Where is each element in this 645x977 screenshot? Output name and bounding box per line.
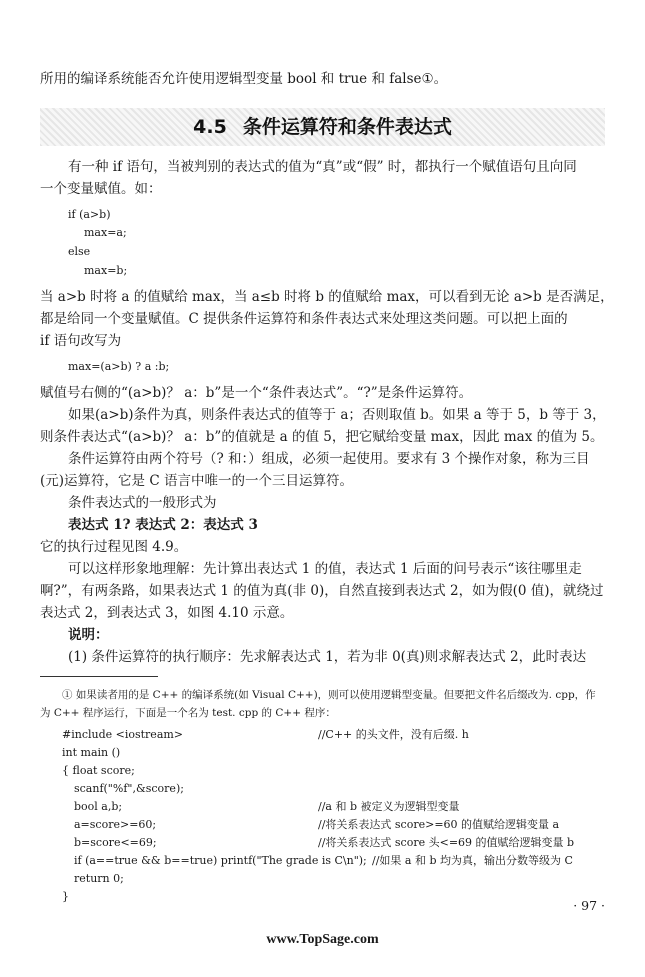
paragraph-line: 条件运算符由两个符号（? 和：）组成，必须一起使用。要求有 3 个操作对象，称为三目 bbox=[68, 451, 590, 467]
section-title: 条件运算符和条件表达式 bbox=[242, 116, 452, 138]
paragraph-line: 条件表达式的一般形式为 bbox=[68, 495, 217, 511]
footnote-code: return 0; bbox=[74, 872, 124, 885]
code-line: max=b; bbox=[84, 264, 128, 277]
footnote-rule bbox=[40, 676, 158, 677]
footnote-comment: //C++ 的头文件，没有后缀. h bbox=[318, 728, 469, 741]
note-label: 说明： bbox=[68, 627, 109, 643]
code-line: max=(a>b) ? a :b; bbox=[68, 360, 170, 373]
footnote-comment: //将关系表达式 score 头<=69 的值赋给逻辑变量 b bbox=[318, 836, 575, 849]
paragraph-line: 则条件表达式“(a>b)？ a：b”的值就是 a 的值 5，把它赋给变量 max，因此 max 的值为 5。 bbox=[40, 429, 604, 445]
code-line: else bbox=[68, 245, 91, 258]
paragraph-line: 可以这样形象地理解：先计算出表达式 1 的值，表达式 1 后面的问号表示“该往哪里走 bbox=[68, 561, 582, 577]
top-line: 所用的编译系统能否允许使用逻辑型变量 bool 和 true 和 false①。 bbox=[40, 71, 448, 87]
section-heading bbox=[40, 108, 605, 146]
paragraph-line: 一个变量赋值。如： bbox=[40, 181, 162, 197]
paragraph-line: (元)运算符，它是 C 语言中唯一的一个三目运算符。 bbox=[40, 473, 353, 489]
paragraph-line: 都是给同一个变量赋值。C 提供条件运算符和条件表达式来处理这类问题。可以把上面的 bbox=[40, 311, 568, 327]
footnote-code: } bbox=[62, 890, 69, 903]
footnote-line: ① 如果读者用的是 C++ 的编译系统(如 Visual C++)，则可以使用逻辑型变量。但要把文件名后缀改为. cpp，作 bbox=[62, 689, 596, 701]
footnote-comment: //如果 a 和 b 均为真，输出分数等级为 C bbox=[372, 854, 573, 867]
footnote-code: bool a,b; bbox=[74, 800, 123, 813]
code-line: if (a>b) bbox=[68, 208, 111, 221]
footnote-comment: //将关系表达式 score>=60 的值赋给逻辑变量 a bbox=[318, 818, 560, 831]
page-number: · 97 · bbox=[573, 898, 605, 913]
paragraph-line: 当 a>b 时将 a 的值赋给 max，当 a≤b 时将 b 的值赋给 max，可以看到无论 a>b 是否满足， bbox=[40, 289, 614, 305]
footnote-code: scanf("%f",&score); bbox=[74, 782, 184, 795]
section-number: 4.5 bbox=[193, 116, 227, 138]
paragraph-line: 表达式 2，到表达式 3，如图 4.10 示意。 bbox=[40, 605, 294, 621]
footnote-code: #include <iostream> bbox=[62, 728, 184, 741]
footnote-code: if (a==true && b==true) printf("The grade is C\n"); bbox=[74, 854, 367, 867]
section-heading-text bbox=[40, 108, 605, 146]
paragraph-line: 赋值号右侧的“(a>b)？ a：b”是一个“条件表达式”。“?”是条件运算符。 bbox=[40, 385, 473, 401]
footnote-code: a=score>=60; bbox=[74, 818, 157, 831]
paragraph-line: 有一种 if 语句，当被判别的表达式的值为“真”或“假” 时，都执行一个赋值语句且向同 bbox=[68, 159, 577, 175]
code-line: max=a; bbox=[84, 226, 127, 239]
general-form: 表达式 1? 表达式 2：表达式 3 bbox=[68, 517, 258, 533]
paragraph-line: (1) 条件运算符的执行顺序：先求解表达式 1，若为非 0(真)则求解表达式 2，此时表达 bbox=[68, 649, 587, 665]
footnote-line: 为 C++ 程序运行，下面是一个名为 test. cpp 的 C++ 程序： bbox=[40, 707, 336, 719]
footnote-comment: //a 和 b 被定义为逻辑型变量 bbox=[318, 800, 460, 813]
footer-url: www.TopSage.com bbox=[266, 932, 379, 947]
footnote-code: { float score; bbox=[62, 764, 135, 777]
footnote-code: int main () bbox=[62, 746, 121, 759]
paragraph-line: if 语句改写为 bbox=[40, 333, 122, 349]
paragraph-line: 它的执行过程见图 4.9。 bbox=[40, 539, 188, 555]
paragraph-line: 如果(a>b)条件为真，则条件表达式的值等于 a；否则取值 b。如果 a 等于 5，b 等于 3， bbox=[68, 407, 606, 423]
paragraph-line: 啊?”，有两条路，如果表达式 1 的值为真(非 0)，自然直接到表达式 2，如为假(0 值)，就绕过 bbox=[40, 583, 604, 599]
footnote-code: b=score<=69; bbox=[74, 836, 157, 849]
